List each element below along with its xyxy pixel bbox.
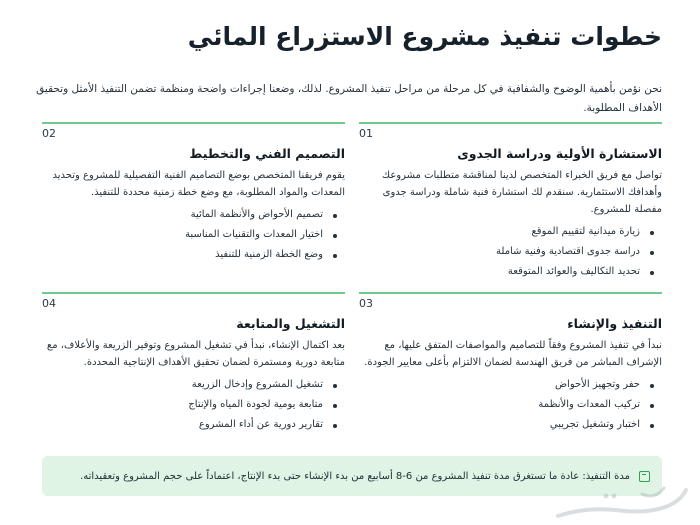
watermark-logo	[546, 480, 696, 524]
list-item: اختيار المعدات والتقنيات المناسبة	[42, 225, 345, 245]
step-divider	[42, 122, 345, 124]
list-item: زيارة ميدانية لتقييم الموقع	[359, 222, 662, 242]
step-description: نبدأ في تنفيذ المشروع وفقاً للتصاميم والمواصفات المتفق عليها، مع الإشراف المباشر من فريق الهندسة لضمان الالتزام بأعلى معايير الجودة.	[364, 340, 662, 368]
step-card-3	[359, 292, 662, 435]
step-title: الاستشارة الأولية ودراسة الجدوى	[457, 146, 662, 161]
list-item: دراسة جدوى اقتصادية وفنية شاملة	[359, 242, 662, 262]
step-description: يقوم فريقنا المتخصص بوضع التصاميم الفنية التفصيلية للمشروع وتحديد المعدات والمواد المطلوبة، مع وضع خطة زمنية محددة للتنفيذ.	[52, 170, 345, 198]
list-item: تقارير دورية عن أداء المشروع	[42, 415, 345, 435]
page-title: خطوات تنفيذ مشروع الاستزراع المائي	[187, 22, 662, 51]
step-number: 03	[359, 297, 373, 310]
list-item: حفر وتجهيز الأحواض	[359, 375, 662, 395]
step-list	[42, 205, 345, 265]
step-divider	[359, 292, 662, 294]
step-title: التشغيل والمتابعة	[236, 316, 345, 331]
list-item: متابعة يومية لجودة المياه والإنتاج	[42, 395, 345, 415]
step-card-2	[42, 122, 345, 265]
list-item: تركيب المعدات والأنظمة	[359, 395, 662, 415]
step-list	[359, 222, 662, 282]
list-item: تحديد التكاليف والعوائد المتوقعة	[359, 262, 662, 282]
list-item: تشغيل المشروع وإدخال الزريعة	[42, 375, 345, 395]
step-number: 01	[359, 127, 373, 140]
step-title: التصميم الفني والتخطيط	[189, 146, 345, 161]
step-number: 02	[42, 127, 56, 140]
step-divider	[42, 292, 345, 294]
step-description: تواصل مع فريق الخبراء المتخصص لدينا لمناقشة متطلبات مشروعك وأهدافك الاستثمارية. سنقدم لك استشارة فنية شاملة ودراسة جدوى مفصلة للمشروع.	[381, 170, 662, 215]
step-description: بعد اكتمال الإنشاء، نبدأ في تشغيل المشروع وتوفير الزريعة والأعلاف، مع متابعة دورية ومستمرة لضمان تحقيق الأهداف الإنتاجية المحددة.	[46, 340, 345, 368]
list-item: وضع الخطة الزمنية للتنفيذ	[42, 245, 345, 265]
list-item: اختبار وتشغيل تجريبي	[359, 415, 662, 435]
step-list	[359, 375, 662, 435]
step-title: التنفيذ والإنشاء	[567, 316, 662, 331]
step-card-1	[359, 122, 662, 282]
note-text: مدة التنفيذ: عادة ما تستغرق مدة تنفيذ المشروع من 6-8 أسابيع من بدء الإنشاء حتى بدء الإنتاج، اعتماداً على حجم المشروع وتعقيداته.	[80, 470, 630, 482]
list-item: تصميم الأحواض والأنظمة المائية	[42, 205, 345, 225]
step-list	[42, 375, 345, 435]
step-number: 04	[42, 297, 56, 310]
step-card-4	[42, 292, 345, 435]
step-divider	[359, 122, 662, 124]
intro-paragraph: نحن نؤمن بأهمية الوضوح والشفافية في كل مرحلة من مراحل تنفيذ المشروع. لذلك، وضعنا إجراءات واضحة ومنظمة تضمن التنفيذ الأمثل وتحقيق الأهداف المطلوبة.	[36, 83, 662, 114]
